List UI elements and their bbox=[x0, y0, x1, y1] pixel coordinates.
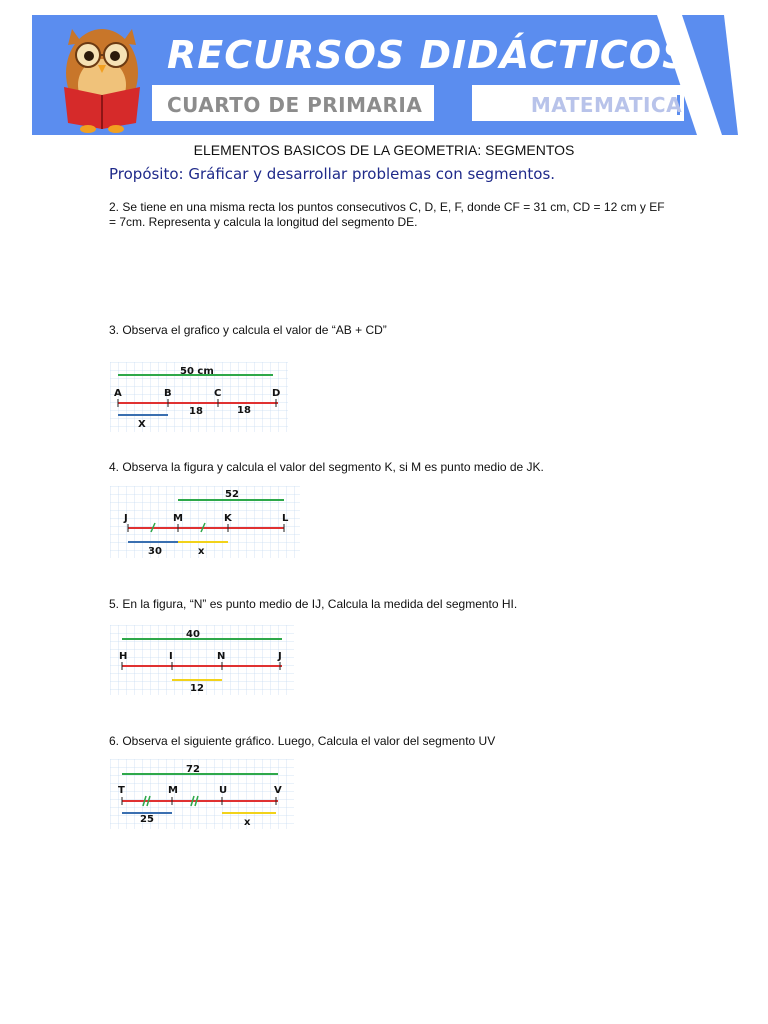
figure-6-segment-diagram bbox=[110, 759, 294, 829]
banner-subject: MATEMATICA bbox=[530, 93, 683, 117]
fig6-point-m: M bbox=[168, 785, 178, 796]
fig4-point-j: J bbox=[124, 513, 128, 524]
owl-reading-icon bbox=[52, 15, 152, 135]
fig3-point-d: D bbox=[272, 388, 281, 399]
fig3-cd-label: 18 bbox=[237, 405, 251, 416]
fig3-bc-label: 18 bbox=[189, 406, 203, 417]
header-banner bbox=[32, 15, 738, 135]
question-3: 3. Observa el grafico y calcula el valor de “AB + CD” bbox=[109, 323, 387, 337]
fig6-point-v: V bbox=[274, 785, 282, 796]
fig6-unknown: x bbox=[244, 817, 251, 828]
question-6: 6. Observa el siguiente gráfico. Luego, Calcula el valor del segmento UV bbox=[109, 734, 496, 748]
fig6-top-label: 72 bbox=[186, 764, 200, 775]
fig3-top-label: 50 cm bbox=[180, 366, 214, 377]
figure-3-segment-diagram bbox=[110, 362, 288, 432]
banner-grade: CUARTO DE PRIMARIA bbox=[167, 93, 423, 117]
figure-4-segment-diagram bbox=[110, 486, 300, 558]
fig6-bottom-label: 25 bbox=[140, 814, 154, 825]
fig3-point-b: B bbox=[164, 388, 172, 399]
fig4-point-l: L bbox=[282, 513, 289, 524]
fig3-point-a: A bbox=[114, 388, 122, 399]
fig3-point-c: C bbox=[214, 388, 222, 399]
fig5-point-i: I bbox=[169, 651, 173, 662]
question-2: 2. Se tiene en una misma recta los puntos consecutivos C, D, E, F, donde CF = 31 cm, CD = 12 cm y EF = 7cm. Representa y calcula la longitud del segmento DE. bbox=[109, 200, 665, 229]
purpose-line: Propósito: Gráficar y desarrollar problemas con segmentos. bbox=[109, 165, 556, 183]
fig6-point-t: T bbox=[118, 785, 125, 796]
question-4: 4. Observa la figura y calcula el valor del segmento K, si M es punto medio de JK. bbox=[109, 460, 544, 474]
fig5-bottom-label: 12 bbox=[190, 683, 204, 694]
question-5: 5. En la figura, “N” es punto medio de IJ, Calcula la medida del segmento HI. bbox=[109, 597, 518, 611]
fig4-point-m: M bbox=[173, 513, 183, 524]
fig5-point-h: H bbox=[119, 651, 128, 662]
fig6-point-u: U bbox=[219, 785, 228, 796]
fig4-point-k: K bbox=[224, 513, 232, 524]
fig5-point-j: J bbox=[278, 651, 282, 662]
banner-title: RECURSOS DIDÁCTICOS bbox=[167, 33, 691, 77]
fig3-unknown: X bbox=[138, 419, 146, 430]
fig5-point-n: N bbox=[217, 651, 226, 662]
fig5-top-label: 40 bbox=[186, 629, 200, 640]
fig4-top-label: 52 bbox=[225, 489, 239, 500]
fig4-bottom-label: 30 bbox=[148, 546, 162, 557]
fig4-unknown: x bbox=[198, 546, 205, 557]
document-title: ELEMENTOS BASICOS DE LA GEOMETRIA: SEGMENTOS bbox=[193, 142, 575, 158]
figure-5-segment-diagram bbox=[110, 625, 294, 695]
